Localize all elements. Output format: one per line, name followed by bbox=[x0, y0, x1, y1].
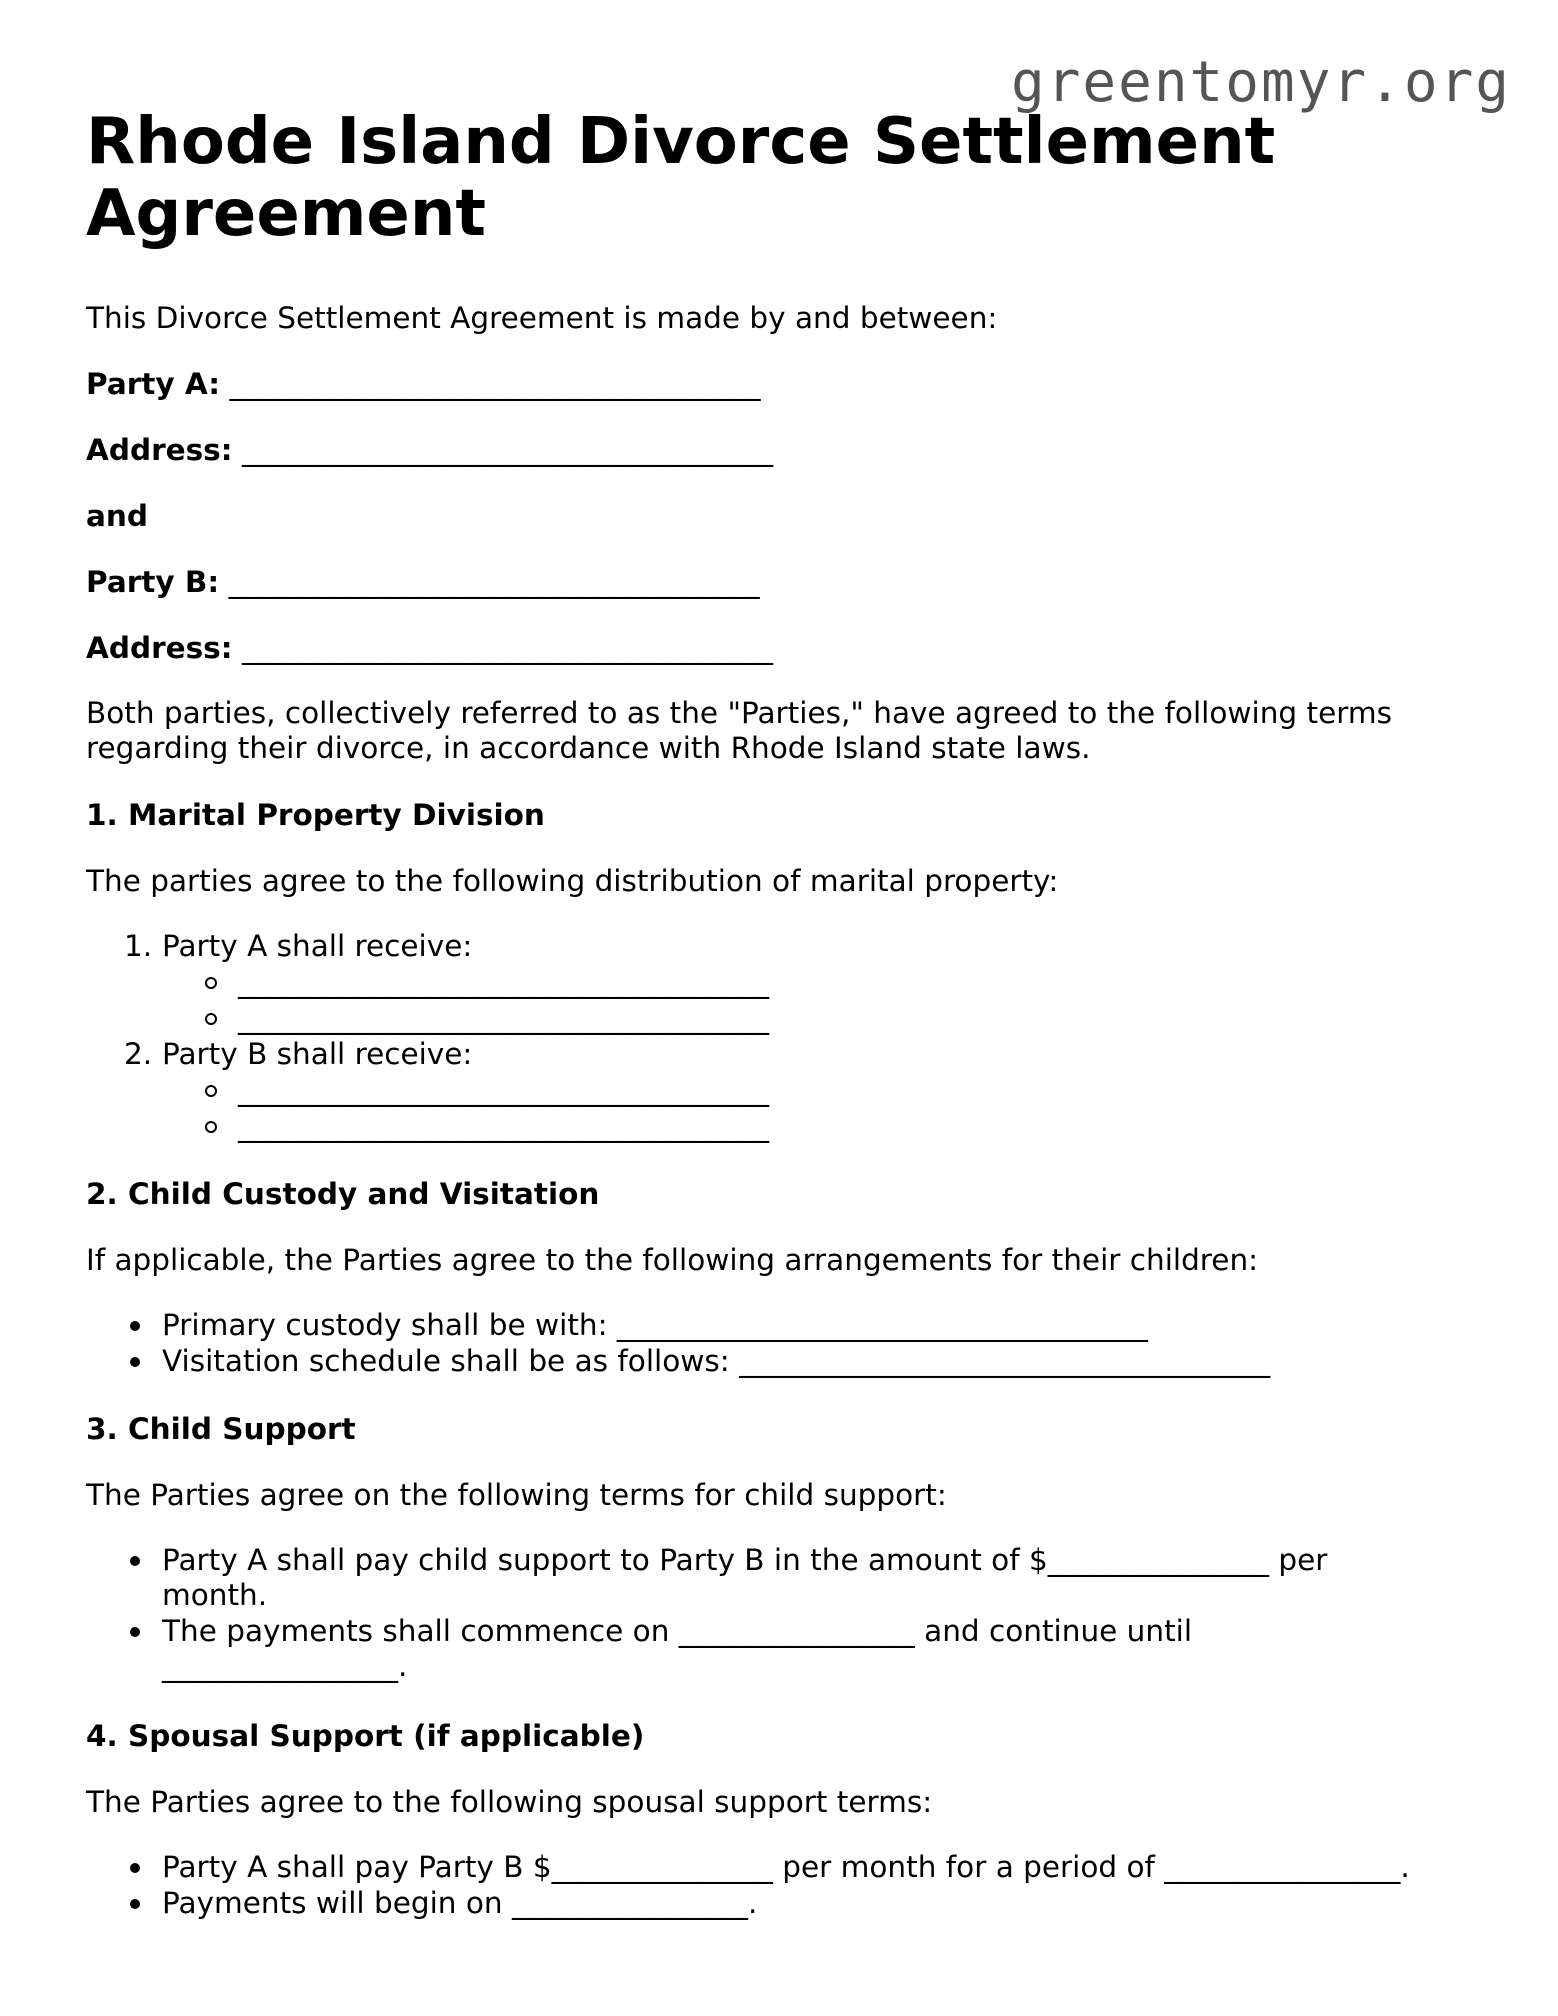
intro-text: This Divorce Settlement Agreement is made by and between: bbox=[86, 301, 998, 335]
section-1-heading: 1. Marital Property Division bbox=[86, 798, 545, 832]
address-b-label: Address: bbox=[86, 631, 233, 665]
list-number: 2. bbox=[124, 1037, 153, 1071]
sub-item-blank: ____________________________________ bbox=[238, 1073, 769, 1107]
party-b-line bbox=[86, 564, 760, 600]
bullet-icon bbox=[130, 1321, 140, 1331]
section-1-intro: The parties agree to the following distribution of marital property: bbox=[86, 864, 1059, 898]
bullet-text: Party A shall pay Party B $_______________ per month for a period of ________________. bbox=[162, 1850, 1410, 1884]
bullet-text: Visitation schedule shall be as follows: ____________________________________ bbox=[162, 1344, 1271, 1378]
bullet-text: Payments will begin on ________________. bbox=[162, 1886, 758, 1920]
bullet-icon bbox=[130, 1863, 140, 1873]
bullet-icon bbox=[130, 1899, 140, 1909]
parties-paragraph: Both parties, collectively referred to as the "Parties," have agreed to the following terms regarding their divorce, in accordance with Rhode Island state laws. bbox=[86, 696, 1392, 765]
watermark: greentomyr.org bbox=[1010, 50, 1511, 115]
circle-bullet-icon bbox=[205, 1085, 217, 1097]
section-4-heading: 4. Spousal Support (if applicable) bbox=[86, 1719, 645, 1753]
section-3-intro: The Parties agree on the following terms for child support: bbox=[86, 1478, 947, 1512]
section-3-heading: 3. Child Support bbox=[86, 1412, 356, 1446]
address-b-blank: ____________________________________ bbox=[241, 631, 773, 665]
address-a-label: Address: bbox=[86, 433, 233, 467]
bullet-text: The payments shall commence on ________________ and continue until bbox=[162, 1614, 1193, 1648]
bullet-icon bbox=[130, 1556, 140, 1566]
address-a-blank: ____________________________________ bbox=[241, 433, 773, 467]
section-4-intro: The Parties agree to the following spousal support terms: bbox=[86, 1785, 933, 1819]
party-a-blank: ____________________________________ bbox=[229, 367, 761, 401]
list-number: 1. bbox=[124, 929, 153, 963]
bullet-text: Party A shall pay child support to Party B in the amount of $_______________ per bbox=[162, 1543, 1328, 1577]
document-title: Rhode Island Divorce Settlement Agreement bbox=[86, 105, 1276, 251]
circle-bullet-icon bbox=[205, 977, 217, 989]
list-item-text: Party A shall receive: bbox=[162, 929, 473, 963]
address-b-line bbox=[86, 630, 773, 666]
party-a-line bbox=[86, 366, 760, 402]
bullet-icon bbox=[130, 1627, 140, 1637]
sub-item-blank: ____________________________________ bbox=[238, 1109, 769, 1143]
bullet-text: Primary custody shall be with: ____________________________________ bbox=[162, 1308, 1148, 1342]
sub-item-blank: ____________________________________ bbox=[238, 1001, 769, 1035]
party-a-label: Party A: bbox=[86, 367, 221, 401]
party-b-label: Party B: bbox=[86, 565, 220, 599]
party-b-blank: ____________________________________ bbox=[228, 565, 760, 599]
circle-bullet-icon bbox=[205, 1121, 217, 1133]
circle-bullet-icon bbox=[205, 1013, 217, 1025]
bullet-text-continued: month. bbox=[162, 1578, 268, 1612]
address-a-line bbox=[86, 432, 773, 468]
sub-item-blank: ____________________________________ bbox=[238, 965, 769, 999]
bullet-icon bbox=[130, 1357, 140, 1367]
list-item-text: Party B shall receive: bbox=[162, 1037, 473, 1071]
section-2-heading: 2. Child Custody and Visitation bbox=[86, 1177, 600, 1211]
section-2-intro: If applicable, the Parties agree to the following arrangements for their children: bbox=[86, 1243, 1259, 1277]
and-label: and bbox=[86, 499, 149, 533]
bullet-text-continued: ________________. bbox=[162, 1649, 408, 1683]
